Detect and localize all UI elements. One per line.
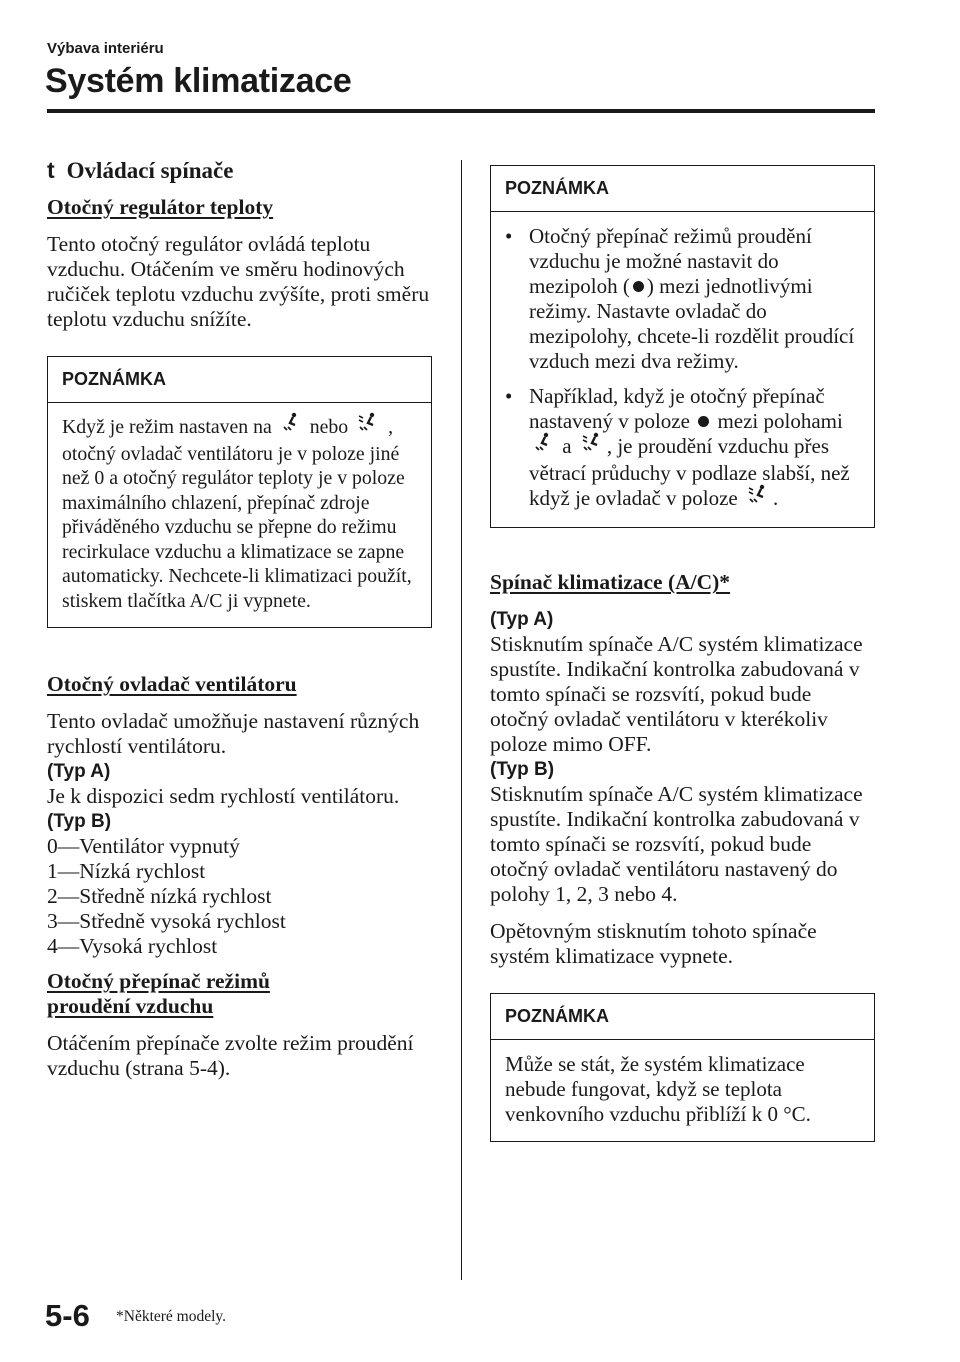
mode-selector-heading: Otočný přepínač režimů [47,969,270,994]
section-title: Ovládací spínače [66,158,234,183]
section-heading [47,158,432,183]
fan-control-text: Tento ovladač umožňuje nastavení různých rychlostí ventilátoru. [47,709,420,759]
mode-selector-text: Otáčením přepínače zvolte režim proudění vzduchu (strana 5-4). [47,1031,414,1081]
note-box-2 [490,165,875,528]
fan-type-b-label: (Typ B) [47,811,112,833]
left-column [47,158,432,1081]
fan-speed-item: 0—Ventilátor vypnutý [47,834,240,859]
intermediate-dot-icon [633,281,644,292]
note-text: nebo [309,416,349,438]
note-label: POZNÁMKA [48,357,431,403]
note-text: Když je režim nastaven na [62,416,272,438]
note-bullet-item: • Otočný přepínač režimů proudění vzduchu je možné nastavit do mezipoloh ( ) mezi jednotlivými režimy. Nastavte ovladač do mezipolohy, chcete-li rozdělit proudící vzduch mezi dva režimy. [505,224,855,373]
note-body [491,212,874,527]
temp-regulator-text: Tento otočný regulátor ovládá teplotu vzduchu. Otáčením ve směru hodinových ručiček teplotu vzduchu zvýšíte, proti směru teplotu vzduchu snížíte. [47,232,430,331]
fan-speed-item: 2—Středně nízká rychlost [47,884,272,909]
ac-type-b-text: Stisknutím spínače A/C systém klimatizace spustíte. Indikační kontrolka zabudovaná v tomto spínači se rozsvítí, pokud bude otočný ovladač ventilátoru nastavený do polohy 1, 2, 3 nebo 4. [490,782,863,907]
note-box-1 [47,356,432,628]
page-title: Systém klimatizace [45,62,352,100]
fan-type-a-label: (Typ A) [47,761,111,783]
note-body [48,403,431,627]
note-body: Může se stát, že systém klimatizace nebude fungovat, když se teplota venkovního vzduchu přiblíží k 0 °C. [505,1052,811,1127]
column-divider [461,160,462,1280]
floor-defrost-icon [357,412,379,439]
bullet-icon: • [505,224,513,248]
note-text: , otočný ovladač ventilátoru je v poloze jiné než 0 a otočný regulátor teploty je v poloze maximálního chlazení, přepínač zdroje přiváděného vzduchu se přepne do režimu recirkulace vzduchu a klimatizace se zapne automaticky. Nechcete-li klimatizaci použít, stiskem tlačítka A/C ji vypnete. [62,416,412,612]
intermediate-dot-icon [698,416,709,427]
fan-speed-item: 1—Nízká rychlost [47,859,206,884]
right-column [490,165,875,1142]
ac-switch-heading: Spínač klimatizace (A/C)* [490,570,731,595]
ac-type-a-text: Stisknutím spínače A/C systém klimatizace spustíte. Indikační kontrolka zabudovaná v tomto spínači se rozsvítí, pokud bude otočný ovladač ventilátoru v kterékoliv poloze mimo OFF. [490,632,863,757]
note-bullet-item: • Například, když je otočný přepínač nastavený v poloze mezi polohami a , je proudění vzduchu přes větrací průduchy v podlaze slabší, než když je ovladač v poloze . [505,384,850,511]
ac-off-text: Opětovným stisknutím tohoto spínače systém klimatizace vypnete. [490,919,817,969]
section-marker: t [47,157,55,183]
ac-type-b-label: (Typ B) [490,759,555,781]
ac-type-a-label: (Typ A) [490,609,554,631]
note-label: POZNÁMKA [491,166,874,212]
temp-regulator-heading: Otočný regulátor teploty [47,195,274,219]
fan-speed-item: 3—Středně vysoká rychlost [47,909,286,934]
note-label: POZNÁMKA [491,994,874,1040]
section-label: Výbava interiéru [47,40,164,57]
floor-defrost-icon [581,432,603,458]
mode-selector-heading: proudění vzduchu [47,994,214,1019]
floor-vent-icon [281,412,301,439]
footnote: *Některé modely. [116,1308,227,1325]
note-box-3 [490,993,875,1142]
floor-vent-icon [533,432,553,458]
fan-type-a-text: Je k dispozici sedm rychlostí ventilátoru. [47,784,400,809]
floor-defrost-icon [747,484,769,510]
title-rule [47,109,875,113]
page-number: 5-6 [45,1298,90,1333]
fan-speed-item: 4—Vysoká rychlost [47,934,218,959]
bullet-icon: • [505,384,513,408]
fan-control-heading: Otočný ovladač ventilátoru [47,672,297,697]
